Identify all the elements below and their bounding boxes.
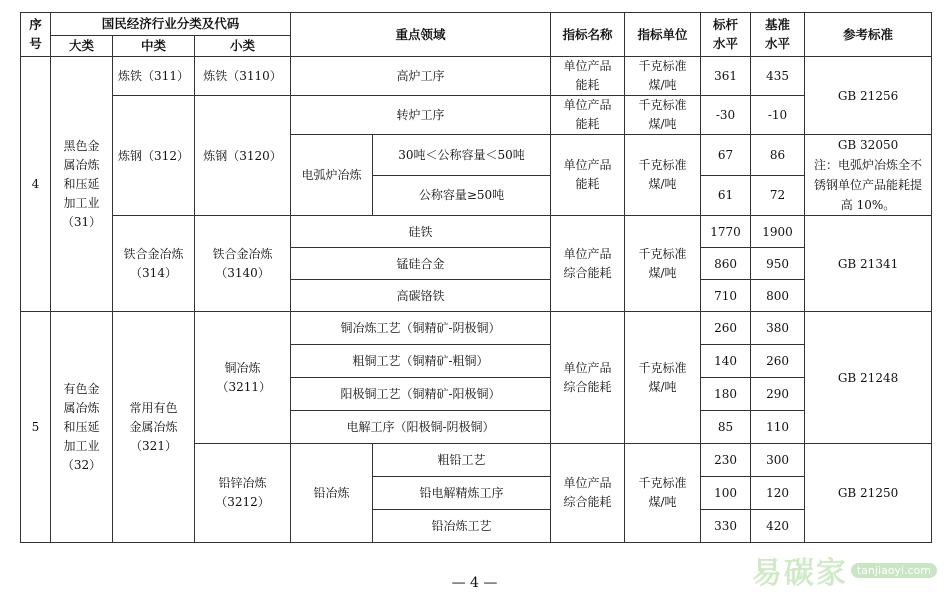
minor-class-cell: 铜冶炼（3211）: [195, 312, 291, 444]
energy-benchmark-table: [20, 12, 932, 543]
baseline-cell: 800: [751, 280, 805, 312]
benchmark-cell: 100: [701, 477, 751, 510]
domain-cell: 阳极铜工艺（铜精矿-阳极铜）: [291, 378, 551, 411]
domain-cell: 转炉工序: [291, 96, 551, 135]
benchmark-cell: 330: [701, 510, 751, 543]
seq-cell: 4: [21, 57, 51, 312]
domain-group-cell: 铅冶炼: [291, 444, 373, 543]
benchmark-cell: 85: [701, 411, 751, 444]
domain-group-cell: 电弧炉冶炼: [291, 135, 373, 216]
middle-class-cell: 常用有色金属冶炼（321）: [113, 312, 195, 543]
major-class-cell: 黑色金属冶炼和压延加工业（31）: [51, 57, 113, 312]
unit-cell: 千克标准煤/吨: [625, 135, 701, 216]
baseline-cell: 260: [751, 345, 805, 378]
middle-class-cell: 炼铁（311）: [113, 57, 195, 96]
baseline-cell: 420: [751, 510, 805, 543]
baseline-cell: 110: [751, 411, 805, 444]
unit-cell: 千克标准煤/吨: [625, 444, 701, 543]
unit-cell: 千克标准煤/吨: [625, 57, 701, 96]
domain-cell: 高炉工序: [291, 57, 551, 96]
domain-cell: 30吨＜公称容量＜50吨: [373, 135, 551, 176]
baseline-cell: 950: [751, 248, 805, 280]
unit-cell: 千克标准煤/吨: [625, 96, 701, 135]
benchmark-cell: 140: [701, 345, 751, 378]
benchmark-cell: 180: [701, 378, 751, 411]
benchmark-cell: 1770: [701, 216, 751, 248]
baseline-cell: 435: [751, 57, 805, 96]
col-middle-header: 中类: [113, 36, 195, 57]
indicator-cell: 单位产品综合能耗: [551, 444, 625, 543]
col-minor-header: 小类: [195, 36, 291, 57]
col-benchmark-header: 标杆水平: [701, 13, 751, 57]
table-row: [21, 96, 932, 135]
indicator-cell: 单位产品能耗: [551, 96, 625, 135]
baseline-cell: 1900: [751, 216, 805, 248]
standard-cell: [805, 135, 932, 216]
standard-cell: GB 21256: [805, 57, 932, 135]
benchmark-cell: 361: [701, 57, 751, 96]
minor-class-cell: 铁合金冶炼（3140）: [195, 216, 291, 312]
domain-cell: 铅电解精炼工序: [373, 477, 551, 510]
col-domain-header: 重点领域: [291, 13, 551, 57]
col-baseline-header: 基准水平: [751, 13, 805, 57]
baseline-cell: 380: [751, 312, 805, 345]
benchmark-cell: 710: [701, 280, 751, 312]
domain-cell: 锰硅合金: [291, 248, 551, 280]
standard-cell: GB 21341: [805, 216, 932, 312]
benchmark-cell: 260: [701, 312, 751, 345]
baseline-cell: -10: [751, 96, 805, 135]
indicator-cell: 单位产品能耗: [551, 57, 625, 96]
domain-cell: 高碳铬铁: [291, 280, 551, 312]
unit-cell: 千克标准煤/吨: [625, 216, 701, 312]
baseline-cell: 72: [751, 175, 805, 216]
domain-cell: 公称容量≥50吨: [373, 175, 551, 216]
standard-cell: GB 21248: [805, 312, 932, 444]
table-row: [21, 216, 932, 248]
watermark-site: tanjiaoyi.com: [851, 563, 937, 578]
col-unit-header: 指标单位: [625, 13, 701, 57]
domain-cell: 电解工序（阳极铜-阴极铜）: [291, 411, 551, 444]
col-industry-header: 国民经济行业分类及代码: [51, 13, 291, 36]
col-indicator-header: 指标名称: [551, 13, 625, 57]
unit-cell: 千克标准煤/吨: [625, 312, 701, 444]
benchmark-cell: 230: [701, 444, 751, 477]
page-number: — 4 —: [451, 575, 498, 591]
benchmark-cell: -30: [701, 96, 751, 135]
table-row: [21, 57, 932, 96]
domain-cell: 粗铅工艺: [373, 444, 551, 477]
benchmark-cell: 860: [701, 248, 751, 280]
watermark: [752, 548, 937, 592]
domain-cell: 硅铁: [291, 216, 551, 248]
benchmark-cell: 61: [701, 175, 751, 216]
domain-cell: 铜冶炼工艺（铜精矿-阴极铜）: [291, 312, 551, 345]
domain-cell: 铅冶炼工艺: [373, 510, 551, 543]
domain-cell: 粗铜工艺（铜精矿-粗铜）: [291, 345, 551, 378]
standard-code: GB 32050: [837, 138, 899, 152]
indicator-cell: 单位产品综合能耗: [551, 312, 625, 444]
watermark-brand: 易碳家: [751, 556, 848, 591]
minor-class-cell: 铅锌冶炼（3212）: [195, 444, 291, 543]
standard-note: 注：电弧炉冶炼全不锈钢单位产品能耗提高 10%。: [814, 158, 923, 212]
indicator-cell: 单位产品综合能耗: [551, 216, 625, 312]
col-standard-header: 参考标准: [805, 13, 932, 57]
baseline-cell: 86: [751, 135, 805, 176]
col-seq-header: 序号: [21, 13, 51, 57]
benchmark-cell: 67: [701, 135, 751, 176]
baseline-cell: 300: [751, 444, 805, 477]
table-row: [21, 312, 932, 345]
standard-cell: GB 21250: [805, 444, 932, 543]
seq-cell: 5: [21, 312, 51, 543]
middle-class-cell: 炼钢（312）: [113, 96, 195, 216]
minor-class-cell: 炼铁（3110）: [195, 57, 291, 96]
middle-class-cell: 铁合金冶炼（314）: [113, 216, 195, 312]
col-major-header: 大类: [51, 36, 113, 57]
minor-class-cell: 炼钢（3120）: [195, 96, 291, 216]
baseline-cell: 290: [751, 378, 805, 411]
baseline-cell: 120: [751, 477, 805, 510]
indicator-cell: 单位产品能耗: [551, 135, 625, 216]
major-class-cell: 有色金属冶炼和压延加工业（32）: [51, 312, 113, 543]
